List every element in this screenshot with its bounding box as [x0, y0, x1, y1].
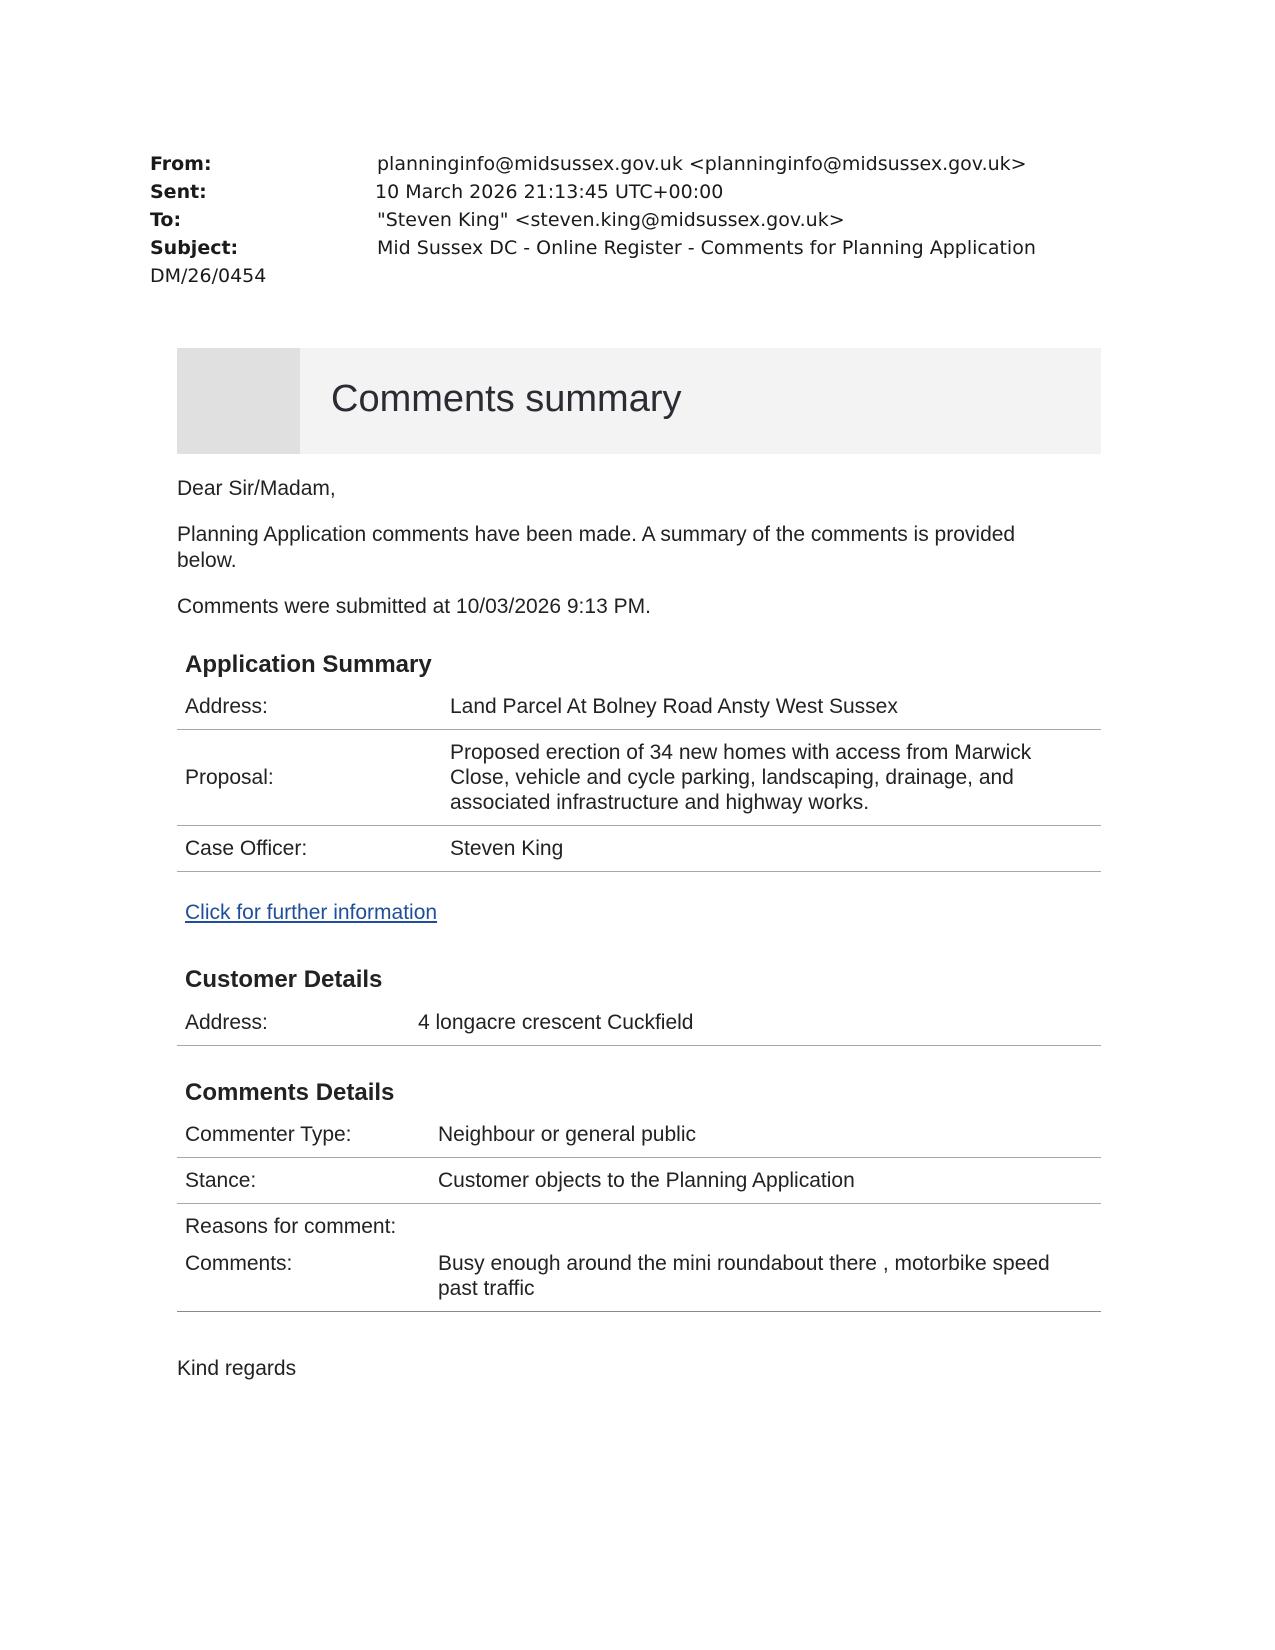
sent-row	[150, 178, 1150, 206]
reasons-label: Reasons for comment:	[185, 1215, 397, 1238]
address-label: Address:	[185, 695, 268, 718]
subject-value: Mid Sussex DC - Online Register - Comments for Planning Application	[377, 237, 1036, 259]
sent-value: 10 March 2026 21:13:45 UTC+00:00	[375, 181, 724, 203]
further-information-link[interactable]: Click for further information	[185, 901, 438, 924]
to-row	[150, 206, 1150, 234]
greeting: Dear Sir/Madam,	[177, 477, 336, 500]
customer-details-table	[177, 1000, 1101, 1046]
commenter-type-label: Commenter Type:	[185, 1123, 352, 1146]
stance-label: Stance:	[185, 1169, 257, 1192]
comments-details-table	[177, 1112, 1101, 1312]
customer-address-value: 4 longacre crescent Cuckfield	[418, 1011, 694, 1034]
from-label: From:	[150, 153, 212, 175]
subject-continuation: DM/26/0454	[150, 265, 267, 287]
to-value: "Steven King" <steven.king@midsussex.gov.uk>	[377, 209, 845, 231]
from-row	[150, 150, 1150, 178]
case-officer-label: Case Officer:	[185, 837, 308, 860]
table-row	[177, 730, 1101, 826]
application-summary-table	[177, 684, 1101, 872]
closing: Kind regards	[177, 1357, 297, 1380]
stance-value: Customer objects to the Planning Application	[438, 1169, 855, 1192]
comments-details-heading: Comments Details	[185, 1079, 395, 1106]
comments-summary-banner	[177, 348, 1101, 454]
subject-row	[150, 234, 1150, 262]
table-row	[177, 1204, 1101, 1250]
table-row	[177, 1249, 1101, 1312]
sent-label: Sent:	[150, 181, 207, 203]
comments-value: Busy enough around the mini roundabout there , motorbike speed past traffic	[438, 1252, 1050, 1300]
table-row	[177, 684, 1101, 730]
submitted-at: Comments were submitted at 10/03/2026 9:13 PM.	[177, 595, 651, 618]
banner-logo-placeholder	[177, 348, 300, 454]
subject-label: Subject:	[150, 237, 239, 259]
customer-address-label: Address:	[185, 1011, 268, 1034]
comments-label: Comments:	[185, 1252, 293, 1275]
address-value: Land Parcel At Bolney Road Ansty West Sussex	[450, 695, 898, 718]
reasons-value	[430, 1204, 1101, 1250]
commenter-type-value: Neighbour or general public	[438, 1123, 696, 1146]
case-officer-value: Steven King	[450, 837, 564, 860]
intro-paragraph: Planning Application comments have been made. A summary of the comments is provided below.	[177, 523, 1016, 572]
table-row	[177, 1112, 1101, 1158]
proposal-label: Proposal:	[185, 766, 274, 789]
to-label: To:	[150, 209, 182, 231]
from-value: planninginfo@midsussex.gov.uk <planninginfo@midsussex.gov.uk>	[377, 153, 1027, 175]
email-header	[150, 150, 1150, 290]
proposal-value: Proposed erection of 34 new homes with access from Marwick Close, vehicle and cycle parking, landscaping, drainage, and associated infrastructure and highway works.	[450, 741, 1032, 814]
table-row	[177, 1000, 1101, 1046]
banner-title: Comments summary	[331, 378, 682, 420]
table-row	[177, 826, 1101, 872]
customer-details-heading: Customer Details	[185, 966, 383, 993]
table-row	[177, 1158, 1101, 1204]
application-summary-heading: Application Summary	[185, 651, 432, 678]
